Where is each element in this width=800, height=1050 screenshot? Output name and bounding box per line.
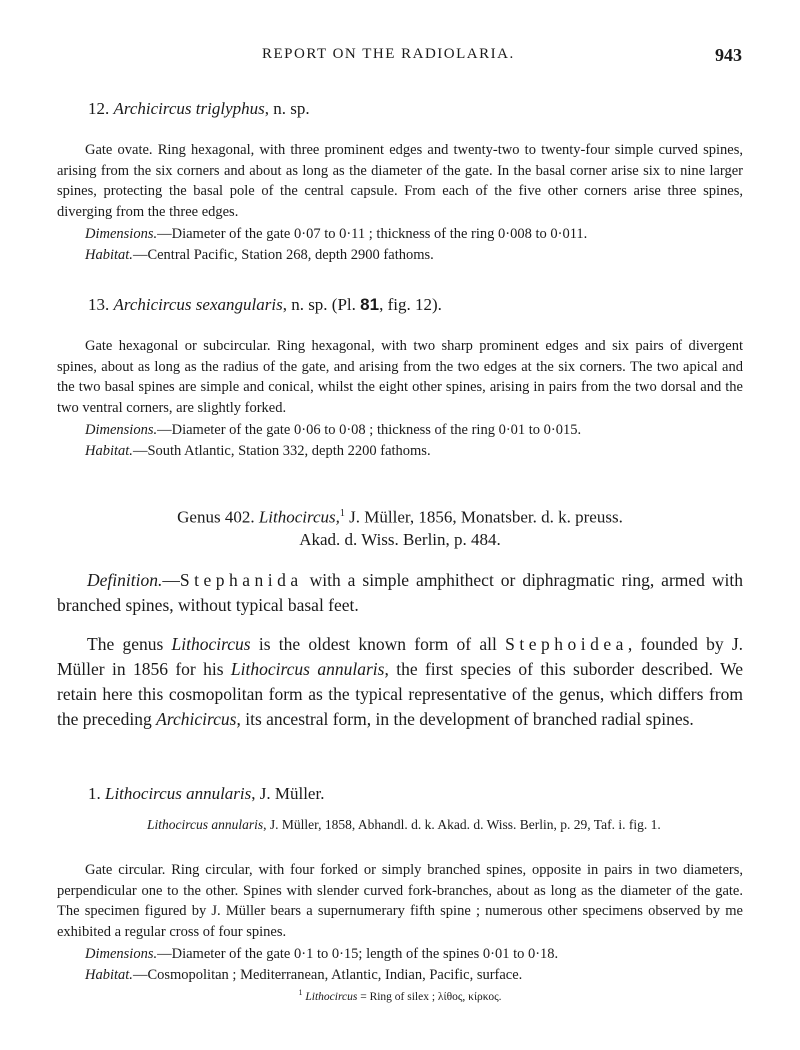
species-12-dimensions: Dimensions.—Diameter of the gate 0·07 to 0·11 ; thickness of the ring 0·008 to 0·011. xyxy=(85,226,588,242)
species-13-dimensions: Dimensions.—Diameter of the gate 0·06 to 0·08 ; thickness of the ring 0·01 to 0·015. xyxy=(85,422,582,438)
species-1-description: Gate circular. Ring circular, with four forked or simply branched spines, opposite in pairs in two diameters, perpendicular one to the other. Spines with slender curved fork-branches, about as long as the diameter of the gate. The specimen figured by J. Müller bears a supernumerary fifth spine ; numerous other specimens observed by me exhibited a regular cross of four spines. xyxy=(57,862,743,940)
species-1-reference: Lithocircus annularis, J. Müller, 1858, Abhandl. d. k. Akad. d. Wiss. Berlin, p. 29, Taf. i. fig. 1. xyxy=(147,817,661,832)
genus-name: Lithocircus, xyxy=(258,507,340,527)
species-1-dimensions: Dimensions.—Diameter of the gate 0·1 to 0·15; length of the spines 0·01 to 0·18. xyxy=(85,946,559,962)
species-1-habitat: Habitat.—Cosmopolitan ; Mediterranean, Atlantic, Indian, Pacific, surface. xyxy=(85,967,523,983)
species-12-title: 12. Archicircus triglyphus, n. sp. xyxy=(88,99,310,118)
page-header xyxy=(0,46,800,70)
genus-discussion: The genus Lithocircus is the oldest known form of all Stephoidea, founded by J. Müller in 1856 for his Lithocircus annularis, the first species of this suborder described. We retain here this cosmopolitan form as the typical representative of the genus, which differs from the preceding Archicircus, its ancestral form, in the development of branched radial spines. xyxy=(57,634,744,729)
running-head: REPORT ON THE RADIOLARIA. xyxy=(262,46,515,62)
suborder-name: Stephoidea xyxy=(505,634,628,654)
genus-heading-line-1: Genus 402. Lithocircus,$^1$ J. Müller, 1856, Monatsber. d. k. preuss. xyxy=(177,507,623,527)
species-12-name: Archicircus triglyphus xyxy=(113,99,265,118)
species-12-description: Gate ovate. Ring hexagonal, with three prominent edges and twenty-two to twenty-four simple curved spines, arising from the six corners and about as long as the diameter of the gate. In the basal corner arise six to nine larger spines, protecting the basal pole of the central capsule. From each of the five other corners arise three spines, diverging from the three edges. xyxy=(57,142,743,220)
group-name: Stephanida xyxy=(179,570,303,590)
footnote-marker: 1 xyxy=(339,508,345,519)
footnote: $^1$ Lithocircus = Ring of silex ; λίθος, κίρκος. xyxy=(298,988,502,1003)
genus-heading-line-2: Akad. d. Wiss. Berlin, p. 484. xyxy=(299,530,501,549)
species-13-name: Archicircus sexangularis xyxy=(113,295,283,314)
genus-definition: Definition.—Stephanida with a simple amphithect or diphragmatic ring, armed with branched spines, without typical basal feet. xyxy=(57,570,743,615)
species-1-name: Lithocircus annularis xyxy=(105,784,252,803)
species-13-habitat: Habitat.—South Atlantic, Station 332, depth 2200 fathoms. xyxy=(85,443,431,459)
species-1-title: 1. Lithocircus annularis, J. Müller. xyxy=(88,784,325,803)
species-12-habitat: Habitat.—Central Pacific, Station 268, depth 2900 fathoms. xyxy=(85,247,434,263)
species-13-title: 13. Archicircus sexangularis, n. sp. (Pl. 81, fig. 12). xyxy=(88,295,442,314)
species-13-description: Gate hexagonal or subcircular. Ring hexagonal, with two sharp prominent edges and six pairs of divergent spines, about as long as the radius of the gate, and arising from the two edges at the six corners. The two apical and the two basal spines are simple and conical, whilst the eight other spines, arising in pairs from the two dorsal and the two ventral corners, are slightly forked. xyxy=(57,338,743,416)
plate-number: 81 xyxy=(360,295,380,314)
page-number: 943 xyxy=(715,45,742,65)
